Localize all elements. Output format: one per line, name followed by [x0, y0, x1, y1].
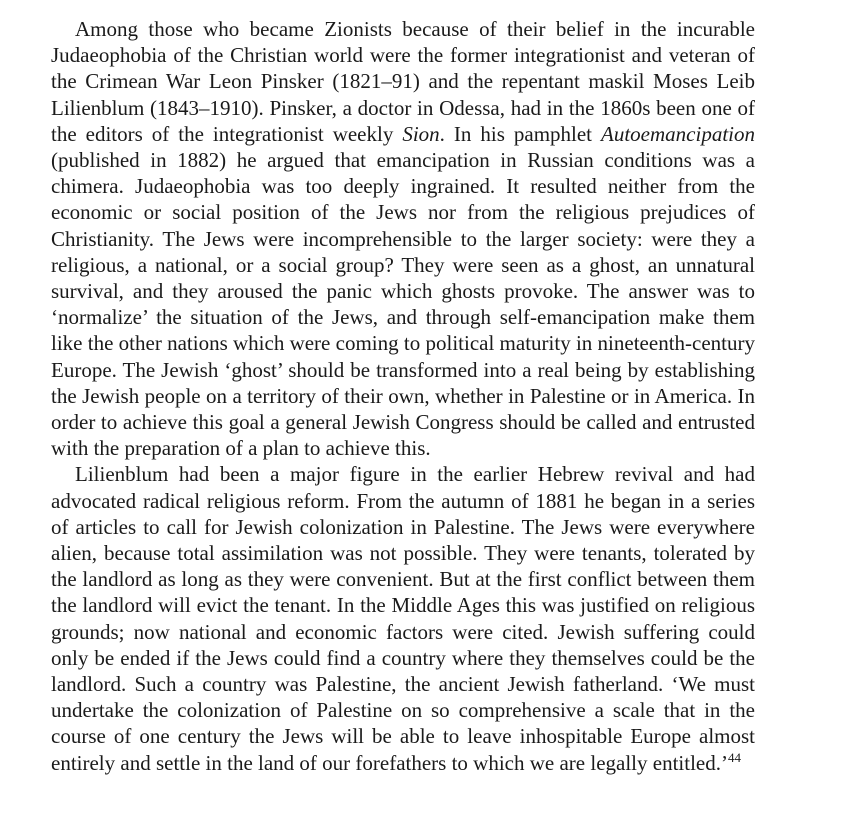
paragraph-lilienblum — [51, 461, 755, 775]
pamphlet-title-autoemancipation: Autoemancipation — [601, 121, 755, 146]
page-body — [51, 16, 755, 776]
periodical-title-sion: Sion — [402, 121, 440, 146]
paragraph-text: Among those who became Zionists because of their belief in the incurable Judaeophobia of the Christian world were the former integrationist and veteran of the Crimean War Leon Pinsker (1821–91) and the repentant maskil Moses Leib Lilienblum (1843–1910). Pinsker, a doctor in Odessa, had in the 1860s been one of the editors of the integrationist weekly — [51, 17, 755, 146]
paragraph-text: . In his pamphlet — [439, 121, 602, 146]
paragraph-text: (published in 1882) he argued that emancipation in Russian conditions was a chimera. Judaeophobia was too deeply ingrained. It resulted neither from the economic or social position of the Jews nor from the religious prejudices of Christianity. The Jews were incomprehensible to the larger society: were they a religious, a national, or a social group? They were seen as a ghost, an unnatural survival, and they aroused the panic which ghosts provoke. The answer was to ‘normalize’ the situation of the Jews, and through self-emancipation make them like the other nations which were coming to political maturity in nineteenth-century Europe. The Jewish ‘ghost’ should be transformed into a real being by establishing the Jewish people on a territory of their own, whether in Palestine or in America. In order to achieve this goal a general Jewish Congress should be called and entrusted with the preparation of a plan to achieve this. — [51, 148, 755, 461]
paragraph-pinsker — [51, 16, 755, 461]
footnote-marker[interactable]: 44 — [728, 749, 741, 765]
paragraph-text: Lilienblum had been a major figure in the earlier Hebrew revival and had advocated radical religious reform. From the autumn of 1881 he began in a series of articles to call for Jewish colonization in Palestine. The Jews were everywhere alien, because total assimilation was not possible. They were tenants, tolerated by the landlord as long as they were convenient. But at the first conflict between them the landlord will evict the tenant. In the Middle Ages this was justified on religious grounds; now national and economic factors were cited. Jewish suffering could only be ended if the Jews could find a country where they themselves could be the landlord. Such a country was Palestine, the ancient Jewish fatherland. ‘We must undertake the colonization of Palestine on so comprehensive a scale that in the course of one century the Jews will be able to leave inhospitable Europe almost entirely and settle in the land of our forefathers to which we are legally entitled.’ — [51, 462, 755, 775]
